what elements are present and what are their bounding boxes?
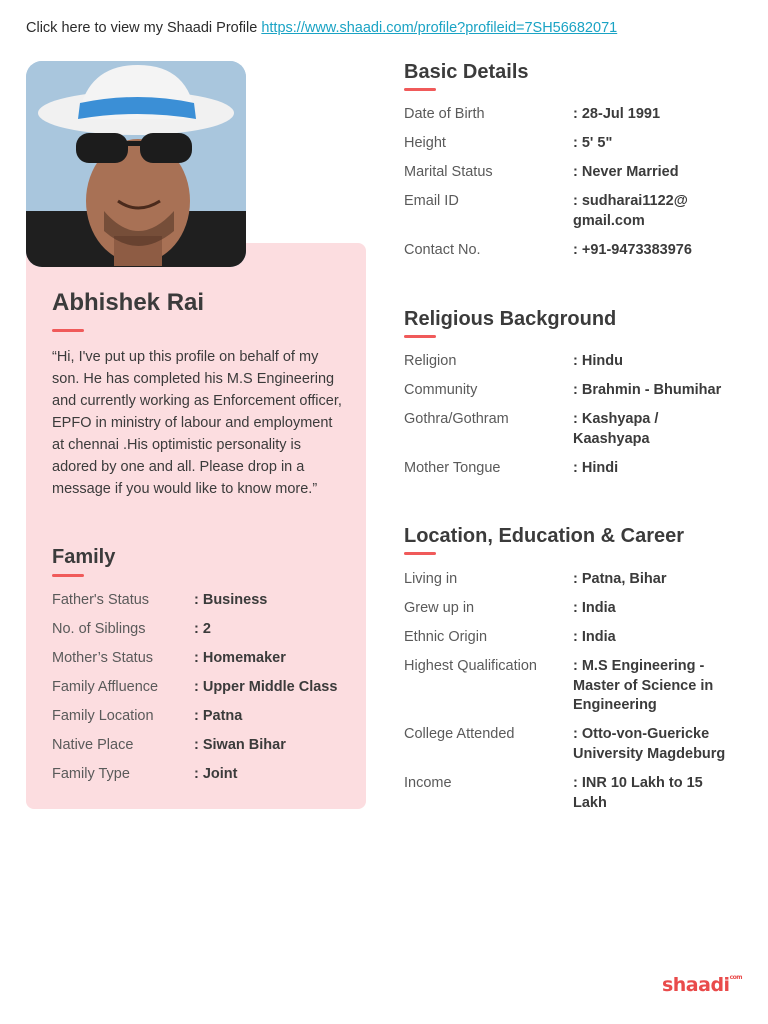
basic-label: Height — [404, 135, 446, 151]
family-value: : 2 — [194, 621, 211, 637]
career-value: : India — [573, 600, 616, 616]
basic-label: Date of Birth — [404, 106, 485, 122]
career-value: : India — [573, 629, 616, 645]
religious-value: : Hindu — [573, 353, 623, 369]
family-value: : Upper Middle Class — [194, 679, 338, 695]
family-value: : Joint — [194, 766, 238, 782]
basic-label: Marital Status — [404, 164, 493, 180]
profile-link-line — [26, 20, 617, 36]
family-underline — [52, 574, 84, 577]
career-value: : INR 10 Lakh to 15 Lakh — [573, 775, 703, 811]
name-underline — [52, 329, 84, 332]
family-label: Mother’s Status — [52, 650, 154, 666]
religious-label: Religion — [404, 353, 457, 369]
family-value: : Siwan Bihar — [194, 737, 286, 753]
profile-photo — [26, 61, 246, 267]
career-label: Ethnic Origin — [404, 629, 488, 645]
religious-underline — [404, 335, 436, 338]
profile-name: Abhishek Rai — [52, 289, 205, 316]
family-label: No. of Siblings — [52, 621, 146, 637]
logo-text: shaadi — [661, 974, 730, 996]
career-label: Living in — [404, 571, 458, 587]
family-title: Family — [52, 546, 116, 568]
family-value: : Patna — [194, 708, 243, 724]
career-label: Income — [404, 775, 452, 791]
religious-label: Gothra/Gothram — [404, 411, 509, 427]
profile-link[interactable]: https://www.shaadi.com/profile?profileid=7SH56682071 — [261, 20, 618, 36]
career-label: College Attended — [404, 726, 515, 742]
basic-details-title: Basic Details — [404, 61, 529, 83]
basic-label: Contact No. — [404, 242, 481, 258]
career-label: Highest Qualification — [404, 658, 537, 674]
family-label: Family Affluence — [52, 679, 159, 695]
career-underline — [404, 552, 436, 555]
family-label: Father's Status — [52, 592, 150, 608]
religious-label: Community — [404, 382, 478, 398]
family-label: Family Location — [52, 708, 154, 724]
career-value: : Otto-von-Guericke University Magdeburg — [573, 726, 726, 762]
basic-value: : 5' 5" — [573, 135, 613, 151]
contact-value: : +91-9473383976 — [573, 242, 692, 258]
basic-value: : 28-Jul 1991 — [573, 106, 661, 122]
career-label: Grew up in — [404, 600, 475, 616]
basic-details-underline — [404, 88, 436, 91]
basic-label: Email ID — [404, 193, 459, 209]
family-label: Family Type — [52, 766, 130, 782]
religious-title: Religious Background — [404, 308, 617, 330]
profile-link-prefix: Click here to view my Shaadi Profile — [26, 20, 258, 36]
religious-label: Mother Tongue — [404, 460, 501, 476]
religious-value: : Hindi — [573, 460, 619, 476]
avatar — [26, 61, 246, 267]
about-text: “Hi, I've put up this profile on behalf of my son. He has completed his M.S Engineering and currently working as Enforcement officer, EPFO in ministry of labour and employment at chennai .His optimistic personality is adored by one and all. Please drop in a message if you would like to know more.” — [52, 349, 342, 497]
career-value: : M.S Engineering - Master of Science in Engineering — [573, 658, 714, 713]
logo-suffix: com — [729, 974, 742, 981]
career-value: : Patna, Bihar — [573, 571, 667, 587]
family-value: : Business — [194, 592, 268, 608]
religious-value: : Brahmin - Bhumihar — [573, 382, 722, 398]
career-title: Location, Education & Career — [404, 525, 685, 547]
religious-value: : Kashyapa / Kaashyapa — [573, 411, 659, 447]
family-value: : Homemaker — [194, 650, 286, 666]
basic-value: : Never Married — [573, 164, 679, 180]
shaadi-logo — [662, 974, 742, 996]
email-value: : sudharai1122@ gmail.com — [573, 193, 688, 229]
family-label: Native Place — [52, 737, 134, 753]
